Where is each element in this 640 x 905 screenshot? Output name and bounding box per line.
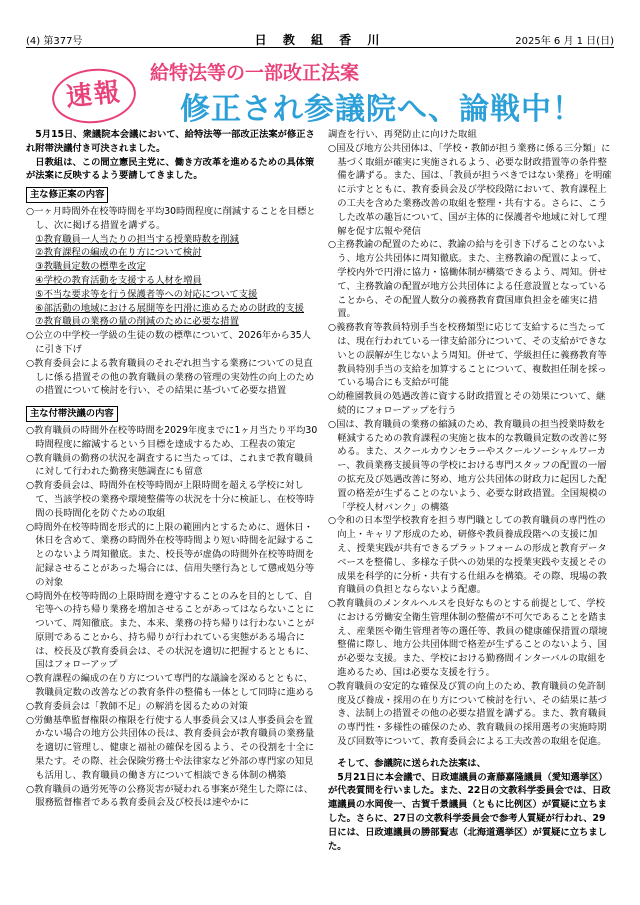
resolution-item: ○教育職員の勤務の状況を調査するに当たっては、これまで教育職員に対して行われた勤務実態調査にも留意 xyxy=(26,452,314,478)
resolution-item: ○時間外在校等時間を形式的に上限の範囲内とするために、週休日・休日を含めて、業務の時間外在校等時間より短い時間を記録することのないよう周知徹底。また、校長等が虚偽の時間外在校等時間を記録させることがあった場合には、信用失墜行為として懲戒処分等の対象 xyxy=(26,521,315,588)
resolution-item: ○教育委員会は「教師不足」の解消を図るための対策 xyxy=(26,700,248,712)
amendment-measure: ③教職員定数の標準を改定 xyxy=(35,261,146,273)
resolution-continued: 調査を行い、再発防止に向けた取組 xyxy=(328,129,477,140)
amendment-measure: ⑦教育職員の業務の量の削減のために必要な措置 xyxy=(35,316,239,328)
resolution-item: ○労働基準監督権限の権限を行使する人事委員会又は人事委員会を置かない場合の地方公共団体の長は、教育委員会が教育職員の業務量を適切に管理し、健康と福祉の確保を図るよう、その役割を十全に果たす。その際、社会保険労務士や法律家など外部の専門家の知見も活用し、教育職員の働き方について相談できる体制の構築 xyxy=(26,714,315,781)
resolution-item: ○教育職員の安定的な確保及び質の向上のため、教育職員の免許制度及び養成・採用の在り方について検討を行い、その結果に基づき、法制上の措置その他の必要な措置を講ずる。また、教育職員の専門性・多様性の確保のため、教育職員の採用選考の実施時期及び回数等について、教育委員会による工夫改善の取組を促進。 xyxy=(328,680,607,748)
issue-number: (4) 第377号 xyxy=(26,36,83,47)
amendment-item: ○教育委員会による教育職員のそれぞれ担当する業務についての見直しに係る措置その他の教育職員の業務の管理の実効性の向上のための措置について検討を行い、その結果に基づいて必要な措置 xyxy=(26,357,315,397)
amendment-measure: ①教育職員一人当たりの担当する授業時数を削減 xyxy=(35,233,239,245)
resolution-item: ○令和の日本型学校教育を担う専門職としての教育職員の専門性の向上・キャリア形成のため、研修や教員養成段階への支援に加え、授業実践が共有できるプラットフォームの形成と教育データベースを整備し、多様な子供への効果的な授業実践や支援とその成果を科学的に分析・共有する仕組みを構築。その際、現場の教育職員の負担とならないよう配慮。 xyxy=(328,515,607,596)
amendment-item: ○一ヶ月時間外在校等時間を平均30時間程度に削減することを目標とし、次に掲げる措置を講ずる。 xyxy=(26,205,316,231)
section-title-resolutions: 主な付帯決議の内容 xyxy=(26,406,118,422)
headline: 修正され参議院へ、論戦中！ xyxy=(180,92,583,127)
resolution-item: ○国は、教育職員の業務の縮減のため、教育職員の担当授業時数を軽減するための教育課程の実施と抜本的な教職員定数の改善に努める。また、スクールカウンセラーやスクールソーシャルワーカー、教員業務支援員等の学校における専門スタッフの配置の一層の拡充及び処遇改善に努め、地方公共団体の財政力に起因した配置の格差が生ずることのないよう、必要な財政措置。全国規模の「学校人材バンク」の構築 xyxy=(328,418,607,513)
amendment-item: ○公立の中学校一学級の生徒の数の標準について、2026年から35人に引き下げ xyxy=(26,330,311,355)
closing-intro: そして、参議院に送られた法案は、 xyxy=(337,757,486,769)
resolution-item: ○教育職員のメンタルヘルスを良好なものとする前提として、学校における労働安全衛生管理体制の整備が不可欠であることを踏まえ、産業医や衛生管理者等の選任等、教員の健康確保措置の環境整備に際し、地方公共団体間で格差が生ずることのないよう、国が必要な支援。また、学校における勤務間インターバルの取組を進めるため、国は必要な支援を行う。 xyxy=(328,598,608,679)
amendment-measure: ⑥部活動の地域における展開等を円滑に進めるための財政的支援 xyxy=(35,302,304,314)
section-title-amendments: 主な修正案の内容 xyxy=(26,187,108,203)
resolution-item: ○教育課程の編成の在り方について専門的な議論を深めるとともに、教職員定数の改善などの教育条件の整備も一体として同時に進める xyxy=(26,673,315,699)
closing-paragraph: 5月21日に本会議で、日政連議員の斎藤嘉隆議員（愛知選挙区）が代表質問を行いました。また、22日の文教科学委員会では、日政連議員の水岡俊一、古賀千景議員（ともに比例区）が質疑に立ちました。さらに、27日の文教科学委員会で参考人質疑が行われ、29日には、日政連議員の勝部賢志（北海道選挙区）が質疑に立ちました。 xyxy=(328,771,611,852)
breaking-news-badge: 速報 xyxy=(49,65,138,127)
intro-paragraph-2: 日教組は、この間立憲民主党に、働き方改革を進めるための具体策が法案に反映するよう要請してきました。 xyxy=(26,156,315,182)
resolution-item: ○義務教育等教員特別手当を校務類型に応じて支給するに当たっては、現在行われている一律支給部分について、その支給ができないとの誤解が生じないよう周知。併せて、学級担任に義務教育等教員特別手当の支給を加算することについて、複数担任制を採っている場合にも支給が可能 xyxy=(328,322,607,389)
amendment-measure: ②教育課程の編成の在り方について検討 xyxy=(35,247,202,259)
resolution-item: ○教育職員の過労死等の公務災害が疑われる事案が発生した際には、服務監督権者である教育委員会及び校長は速やかに xyxy=(26,783,314,809)
header-rule xyxy=(26,47,614,48)
newspaper-name: 日 教 組 香 川 xyxy=(254,33,386,47)
resolution-item: ○時間外在校等時間の上限時間を遵守することのみを目的として、自宅等への持ち帰り業務を増加させることがあってはならないことについて、周知徹底。また、本来、業務の持ち帰りは行わないことが原則であることから、持ち帰りが行われている実態がある場合には、校長及び教育委員会は、その状況を適切に把握するとともに、国はフォローアップ xyxy=(26,590,315,671)
amendment-measure: ⑤不当な要求等を行う保護者等への対応について支援 xyxy=(35,288,258,300)
right-column xyxy=(328,128,614,853)
subtitle: 給特法等の一部改正法案 xyxy=(150,62,360,84)
page-header xyxy=(26,32,614,46)
amendment-measure: ④学校の教育活動を支援する人材を増員 xyxy=(35,274,202,286)
left-column xyxy=(26,128,318,810)
resolution-item: ○幼稚園教員の処遇改善に資する財政措置とその効果について、継続的にフォローアップを行う xyxy=(328,391,606,416)
resolution-item: ○国及び地方公共団体は、「学校・教師が担う業務に係る三分類」に基づく取組が確実に実施されるよう、必要な財政措置等の条件整備を講ずる。また、国は、「教員が担うべきではない業務」を明確に示すとともに、教育委員会及び学校段階において、教育課程上の工夫を含めた業務改善の取組を整理・共有する。さらに、こうした改革の趣旨について、国が主体的に保護者や地域に対して理解を促す広報や発信 xyxy=(328,142,612,237)
issue-date: 2025年 6 月 1 日(日) xyxy=(515,36,614,47)
resolution-item: ○教育職員の時間外在校等時間を2029年度までに1ヶ月当たり平均30時間程度に縮減するという目標を達成するため、工程表の策定 xyxy=(26,424,318,450)
resolution-item: ○教育委員会は、時間外在校等時間が上限時間を超える学校に対して、当該学校の業務や環境整備等の状況を十分に検証し、在校等時間の長時間化を防ぐための取組 xyxy=(26,480,315,519)
resolution-item: ○主務教諭の配置のために、教諭の給与を引き下げることのないよう、地方公共団体に周知徹底。また、主務教諭の配置によって、学校内外で円滑に協力・協働体制が構築できるよう、周知。併せて、主務教諭の配置が地方公共団体による任意設置となっていることから、その配置人数分の義務教育費国庫負担金を確実に措置。 xyxy=(328,239,607,320)
intro-paragraph-1: 5月15日、衆議院本会議において、給特法等一部改正法案が修正され附帯決議付き可決されました。 xyxy=(26,129,315,154)
